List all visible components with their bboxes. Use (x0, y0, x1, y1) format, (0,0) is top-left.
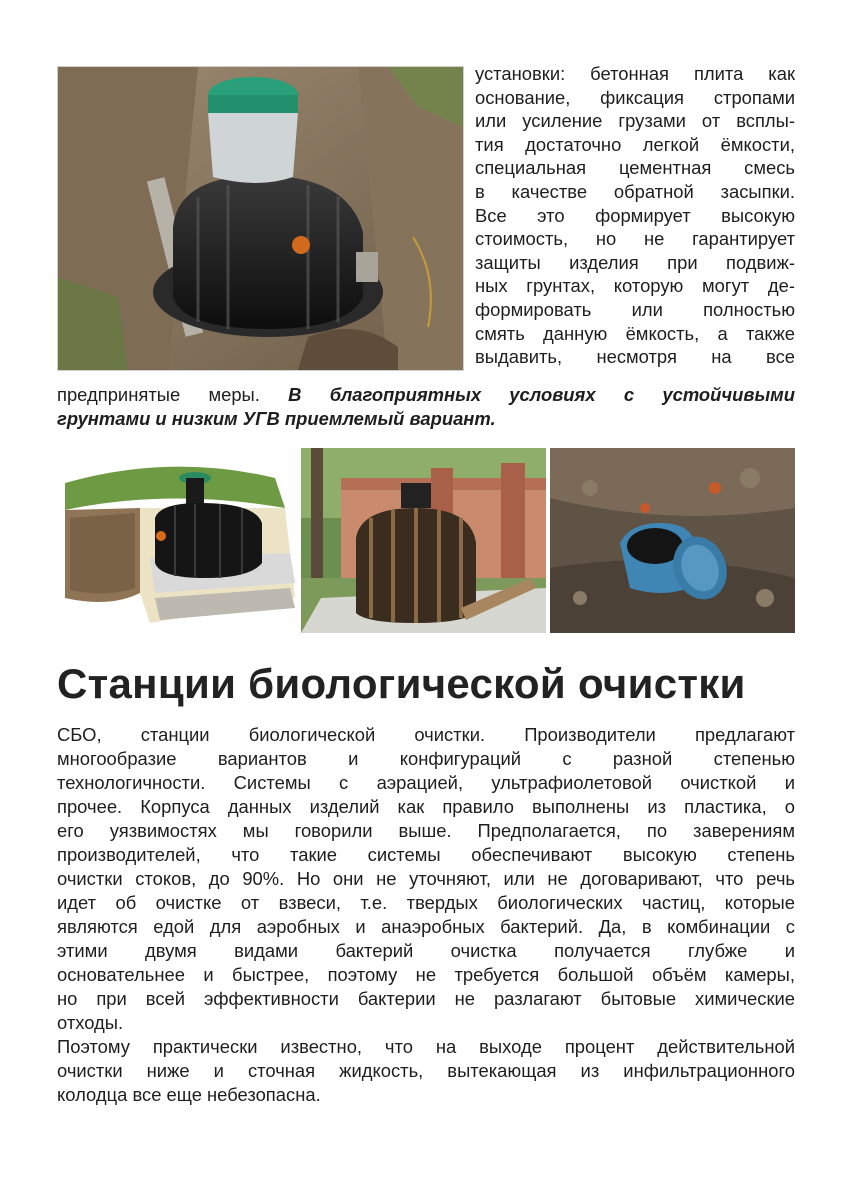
wrap-line: специальная цементная смесь (475, 157, 795, 179)
wrap-line: Все это формирует высокую (475, 204, 795, 226)
body-line: отходы. (57, 1012, 124, 1033)
tank-installation-yard-photo (301, 448, 546, 633)
body-line: прочее. Корпуса данных изделий как правило выполнены из пластика, о (57, 796, 795, 817)
body-line: очистки ниже и сточная жидкость, вытекающая из инфильтрационного (57, 1060, 795, 1081)
wrap-line: тия достаточно легкой ёмкости, (475, 133, 795, 155)
body-line: колодца все еще небезопасна. (57, 1084, 321, 1105)
tank-cutaway-diagram-image (50, 448, 296, 633)
wrap-line: защиты изделия при подвиж- (475, 251, 795, 273)
body-line: его уязвимостях мы говорили выше. Предполагается, по заверениям (57, 820, 795, 841)
body-line: производителей, что такие системы обеспечивают высокую степень (57, 844, 795, 865)
continuation-line-1 (57, 383, 795, 407)
wrap-line: основание, фиксация стропами (475, 86, 795, 108)
body-line: этими двумя видами бактерий очистка получается глубже и (57, 940, 795, 961)
wrap-line: смять данную ёмкость, а также (475, 322, 795, 344)
wrapped-text-column (475, 62, 795, 369)
wrap-line: стоимость, но не гарантирует (475, 228, 795, 250)
body-line: очистки стоков, до 90%. Но они не уточняют, или не договаривают, что речь (57, 868, 795, 889)
continuation-paragraph (57, 383, 795, 431)
continuation-emphasis: В благоприятных условиях с устойчивыми (288, 384, 795, 405)
continuation-line-2 (57, 407, 795, 431)
wrap-line: формировать или полностью (475, 298, 795, 320)
body-line: являются едой для аэробных и анаэробных бактерий. Да, в комбинации с (57, 916, 795, 937)
body-line: идет об очистке от взвеси, т.е. твердых биологических частиц, которые (57, 892, 795, 913)
wrap-line: установки: бетонная плита как (475, 63, 795, 84)
septic-tank-in-trench-photo (57, 66, 464, 371)
body-line: технологичности. Системы с аэрацией, ультрафиолетовой очисткой и (57, 772, 795, 793)
section-heading: Станции биологической очистки (57, 660, 746, 707)
continuation-emphasis: грунтами и низким УГВ приемлемый вариант. (57, 408, 496, 429)
wrap-line: в качестве обратной засыпки. (475, 180, 795, 202)
continuation-plain: предпринятые меры. (57, 384, 260, 405)
damaged-tank-excavation-photo (550, 448, 795, 633)
body-line: Поэтому практически известно, что на выходе процент действительной (57, 1036, 795, 1057)
wrap-line: выдавить, несмотря на все (475, 346, 795, 368)
body-line: основательнее и быстрее, поэтому не требуется большой объём камеры, (57, 964, 795, 985)
wrap-line: или усиление грузами от всплы- (475, 110, 795, 132)
body-line: многообразие вариантов и конфигураций с разной степенью (57, 748, 795, 769)
body-line: но при всей эффективности бактерии не разлагают бытовые химические (57, 988, 795, 1009)
body-line: СБО, станции биологической очистки. Производители предлагают (57, 724, 795, 745)
body-text (57, 723, 795, 1107)
wrap-line: ных грунтах, которую могут де- (475, 275, 795, 297)
